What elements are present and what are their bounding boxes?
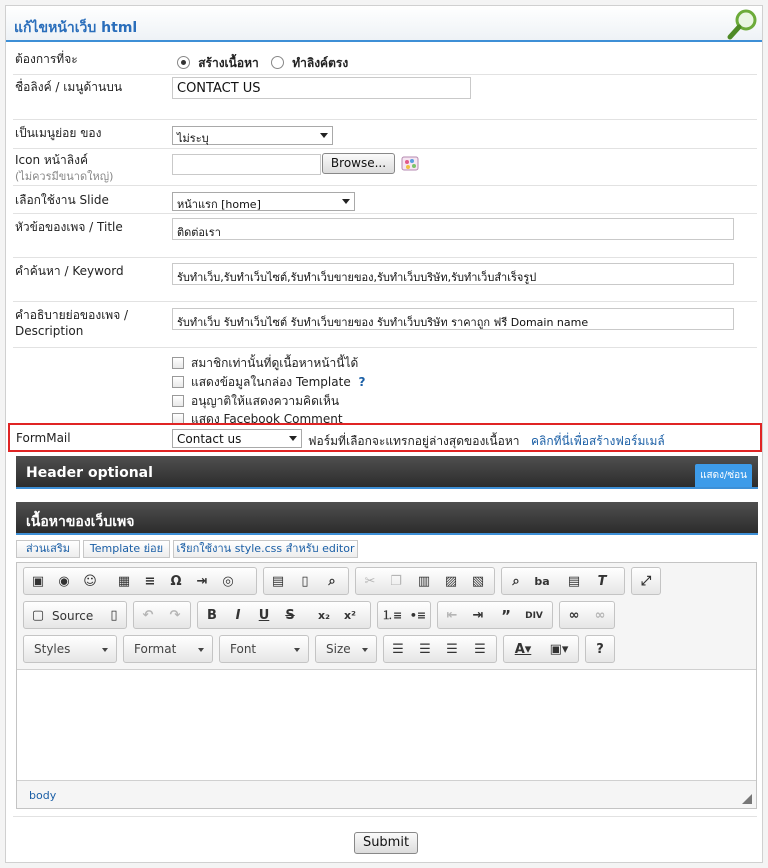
- element-path[interactable]: body: [29, 789, 57, 802]
- bulleted-list-icon[interactable]: •≡: [409, 609, 427, 622]
- horizontal-line-icon[interactable]: ≡: [144, 574, 156, 589]
- checkbox-icon[interactable]: [172, 357, 184, 369]
- chevron-down-icon: [102, 648, 108, 652]
- toolbar-color-group: [503, 635, 579, 663]
- page-title-row: [13, 214, 757, 258]
- keyword-input[interactable]: รับทำเว็บ,รับทำเว็บไซต์,รับทำเว็บขายของ,รับทำเว็บบริษัท,รับทำเว็บสำเร็จรูป: [172, 263, 734, 285]
- unlink-icon[interactable]: ∞: [594, 608, 606, 623]
- chevron-down-icon: [289, 436, 297, 441]
- format-combo[interactable]: Format: [123, 635, 213, 663]
- submenu-row: [13, 120, 757, 149]
- template-icon[interactable]: ▯: [110, 608, 118, 623]
- icon-row: [13, 149, 757, 186]
- paste-icon[interactable]: ▥: [417, 574, 431, 589]
- resize-grip-icon[interactable]: [742, 794, 752, 804]
- tab-template[interactable]: Template ย่อย: [83, 540, 170, 558]
- replace-icon[interactable]: ba: [534, 575, 550, 588]
- magnifier-icon: [726, 7, 760, 41]
- special-char-icon[interactable]: Ω: [170, 574, 182, 589]
- icon-file-input[interactable]: [172, 154, 321, 175]
- new-page-icon[interactable]: ▯: [301, 574, 309, 589]
- header-optional-title: Header optional: [26, 465, 153, 481]
- toolbar-undo-group: [133, 601, 191, 629]
- help-icon[interactable]: ?: [596, 642, 604, 657]
- toolbar-clipboard-group: [355, 567, 495, 595]
- toolbar-indent-group: [437, 601, 553, 629]
- link-icon[interactable]: ∞: [568, 608, 580, 623]
- slide-row: [13, 187, 757, 214]
- content-section-title: เนื้อหาของเว็บเพจ: [26, 514, 135, 530]
- source-icon[interactable]: ▢: [31, 608, 45, 623]
- bg-color-icon[interactable]: ▣▾: [549, 642, 569, 657]
- tab-style-css[interactable]: เรียกใช้งาน style.css สำหรับ editor: [173, 540, 358, 558]
- description-label-2: Description: [15, 324, 84, 338]
- numbered-list-icon[interactable]: ⒈≡: [382, 609, 403, 622]
- toolbar-help-group: [585, 635, 615, 663]
- toolbar-editing-group: [501, 567, 625, 595]
- checkbox-members-only[interactable]: สมาชิกเท่านั้นที่ดูเนื้อหาหน้านี้ได้: [172, 354, 358, 373]
- chevron-down-icon: [320, 133, 328, 138]
- link-name-label: ชื่อลิงค์ / เมนูด้านบน: [15, 80, 123, 94]
- chevron-down-icon: [294, 648, 300, 652]
- content-section-bar: [16, 502, 758, 535]
- formmail-row: [8, 423, 762, 452]
- globe-icon[interactable]: ◎: [222, 574, 234, 589]
- smiley-icon[interactable]: ☺: [83, 574, 97, 589]
- formmail-note: ฟอร์มที่เลือกจะแทรกอยู่ล่างสุดของเนื้อหา: [308, 434, 520, 448]
- align-right-icon[interactable]: ☰: [446, 642, 458, 657]
- divider: [13, 816, 757, 817]
- align-left-icon[interactable]: ☰: [392, 642, 404, 657]
- help-link[interactable]: ?: [358, 375, 366, 389]
- underline-icon[interactable]: U: [258, 608, 270, 623]
- slide-label: เลือกใช้งาน Slide: [15, 193, 109, 207]
- text-color-icon[interactable]: A▾: [514, 642, 532, 657]
- description-row: [13, 302, 757, 348]
- radio-dot-icon[interactable]: [177, 56, 190, 69]
- title-bar: [6, 6, 762, 42]
- radio-dot-icon[interactable]: [271, 56, 284, 69]
- toolbar-list-group: [377, 601, 431, 629]
- remove-format-icon[interactable]: T: [597, 574, 607, 589]
- iframe-icon[interactable]: ⇥: [196, 574, 208, 589]
- styles-combo[interactable]: Styles: [23, 635, 117, 663]
- blockquote-icon[interactable]: ”: [501, 607, 511, 625]
- font-combo[interactable]: Font: [219, 635, 309, 663]
- rich-text-editor: [16, 562, 757, 809]
- icon-label: Icon หน้าลิงค์: [15, 153, 88, 167]
- keyword-label: คำค้นหา / Keyword: [15, 264, 124, 278]
- editor-content-area[interactable]: [17, 669, 756, 781]
- find-icon[interactable]: ⌕: [512, 574, 520, 589]
- cut-icon[interactable]: ✂: [364, 574, 376, 589]
- redo-icon[interactable]: ↷: [169, 608, 181, 623]
- source-button-label[interactable]: Source: [52, 609, 94, 623]
- description-label-1: คำอธิบายย่อของเพจ /: [15, 308, 129, 322]
- image-icon[interactable]: ▣: [31, 574, 45, 589]
- checkbox-template-box[interactable]: แสดงข้อมูลในกล่อง Template ?: [172, 373, 366, 392]
- palette-icon[interactable]: [401, 155, 421, 173]
- edit-page-panel: [5, 5, 763, 863]
- subscript-icon[interactable]: x₂: [318, 609, 330, 622]
- paste-word-icon[interactable]: ▧: [471, 574, 485, 589]
- align-center-icon[interactable]: ☰: [419, 642, 431, 657]
- toolbar-basic-style-group: [197, 601, 371, 629]
- strike-icon[interactable]: S: [285, 608, 295, 623]
- checkbox-facebook-comment[interactable]: แสดง Facebook Comment: [172, 410, 343, 429]
- preview-icon[interactable]: ⌕: [328, 574, 336, 589]
- icon-note: (ไม่ควรมีขนาดใหญ่): [15, 170, 114, 183]
- indent-icon[interactable]: ⇥: [472, 608, 484, 623]
- select-all-icon[interactable]: ▤: [567, 574, 581, 589]
- justify-icon[interactable]: ☰: [474, 642, 486, 657]
- toolbar-source-group: [23, 601, 127, 629]
- radio-create-content[interactable]: สร้างเนื้อหา: [177, 54, 259, 73]
- toggle-button[interactable]: แสดง/ซ่อน: [695, 464, 752, 487]
- page-title: แก้ไขหน้าเว็บ html: [14, 20, 138, 36]
- browse-button[interactable]: Browse...: [322, 153, 395, 174]
- toolbar-align-group: [383, 635, 497, 663]
- link-name-row: [13, 76, 757, 120]
- formmail-select[interactable]: Contact us: [172, 429, 302, 448]
- toolbar-insert-group: [23, 567, 257, 595]
- chevron-down-icon: [342, 199, 350, 204]
- submenu-select[interactable]: ไม่ระบุ: [172, 126, 333, 145]
- flash-icon[interactable]: ◉: [58, 574, 70, 589]
- superscript-icon[interactable]: x²: [344, 609, 356, 622]
- chevron-down-icon: [362, 648, 368, 652]
- action-label: ต้องการที่จะ: [15, 52, 78, 66]
- submit-button[interactable]: Submit: [354, 832, 418, 854]
- options-row: [13, 348, 757, 427]
- toolbar-maximize-group: [631, 567, 661, 595]
- toolbar-document-group: [263, 567, 349, 595]
- div-icon[interactable]: DIV: [525, 611, 543, 621]
- maximize-icon[interactable]: ⤢: [640, 574, 652, 589]
- tab-extras[interactable]: ส่วนเสริม: [16, 540, 80, 558]
- formmail-label: FormMail: [16, 431, 71, 445]
- create-formmail-link[interactable]: คลิกที่นี่เพื่อสร้างฟอร์มเมล์: [531, 434, 665, 448]
- checkbox-icon[interactable]: [172, 395, 184, 407]
- copy-icon[interactable]: ❐: [390, 574, 402, 589]
- italic-icon[interactable]: I: [235, 608, 241, 623]
- save-icon[interactable]: ▤: [271, 574, 285, 589]
- link-name-input[interactable]: CONTACT US: [172, 77, 471, 99]
- header-optional-bar: [16, 456, 758, 489]
- toolbar-link-group: [559, 601, 615, 629]
- outdent-icon[interactable]: ⇤: [446, 608, 458, 623]
- radio-direct-link[interactable]: ทำลิงค์ตรง: [271, 54, 348, 73]
- page-title-label: หัวข้อของเพจ / Title: [15, 220, 123, 234]
- keyword-row: [13, 258, 757, 302]
- table-icon[interactable]: ▦: [117, 574, 131, 589]
- description-input[interactable]: รับทำเว็บ รับทำเว็บไซต์ รับทำเว็บขายของ รับทำเว็บบริษัท ราคาถูก ฟรี Domain name: [172, 308, 734, 330]
- checkbox-allow-comments[interactable]: อนุญาติให้แสดงความคิดเห็น: [172, 392, 339, 411]
- size-combo[interactable]: Size: [315, 635, 377, 663]
- chevron-down-icon: [198, 648, 204, 652]
- slide-select[interactable]: หน้าแรก [home]: [172, 192, 355, 211]
- paste-text-icon[interactable]: ▨: [444, 574, 458, 589]
- undo-icon[interactable]: ↶: [142, 608, 154, 623]
- submenu-label: เป็นเมนูย่อย ของ: [15, 126, 102, 140]
- checkbox-icon[interactable]: [172, 376, 184, 388]
- page-title-input[interactable]: ติดต่อเรา: [172, 218, 734, 240]
- bold-icon[interactable]: B: [207, 608, 217, 623]
- action-row: [13, 46, 757, 75]
